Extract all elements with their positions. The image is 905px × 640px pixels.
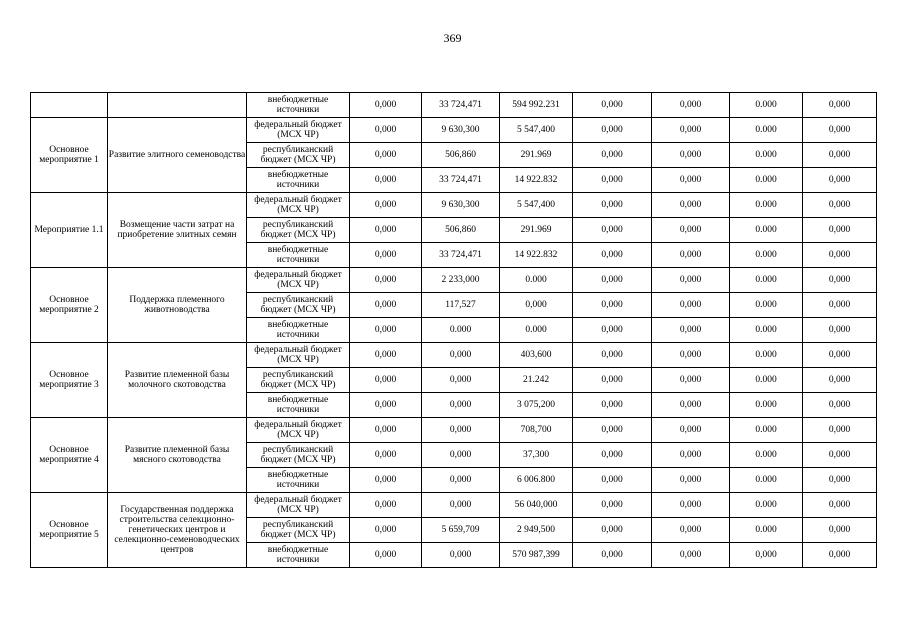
amount-cell: 0,000	[803, 468, 877, 493]
amount-cell: 0,000	[573, 193, 652, 218]
funding-source-cell: республиканский бюджет (МСХ ЧР)	[247, 518, 350, 543]
amount-cell: 0,000	[652, 418, 730, 443]
amount-cell: 594 992.231	[500, 93, 573, 118]
amount-cell: 0.000	[730, 393, 803, 418]
amount-cell: 0,000	[652, 543, 730, 568]
amount-cell: 0.000	[500, 268, 573, 293]
amount-cell: 0,000	[803, 518, 877, 543]
amount-cell: 2 949,500	[500, 518, 573, 543]
amount-cell: 0,000	[803, 493, 877, 518]
amount-cell: 0,000	[803, 143, 877, 168]
amount-cell: 0,000	[573, 268, 652, 293]
table-row	[31, 93, 877, 118]
amount-cell: 0,000	[422, 493, 500, 518]
table-row	[31, 418, 877, 443]
amount-cell: 0,000	[573, 418, 652, 443]
amount-cell: 5 547,400	[500, 193, 573, 218]
funding-source-cell: республиканский бюджет (МСХ ЧР)	[247, 293, 350, 318]
funding-source-cell: федеральный бюджет (МСХ ЧР)	[247, 118, 350, 143]
amount-cell: 0,000	[652, 243, 730, 268]
amount-cell: 0.000	[730, 418, 803, 443]
amount-cell: 506,860	[422, 218, 500, 243]
amount-cell: 0.000	[730, 443, 803, 468]
amount-cell: 0,000	[573, 543, 652, 568]
amount-cell: 0,000	[803, 343, 877, 368]
amount-cell: 56 040,000	[500, 493, 573, 518]
funding-source-cell: внебюджетные источники	[247, 243, 350, 268]
amount-cell: 0.000	[730, 518, 803, 543]
amount-cell: 0,000	[350, 393, 422, 418]
funding-source-cell: внебюджетные источники	[247, 393, 350, 418]
funding-source-cell: федеральный бюджет (МСХ ЧР)	[247, 193, 350, 218]
amount-cell: 0,000	[573, 118, 652, 143]
amount-cell: 0,000	[652, 218, 730, 243]
amount-cell: 9 630,300	[422, 193, 500, 218]
amount-cell: 0,000	[422, 393, 500, 418]
amount-cell: 0.000	[730, 193, 803, 218]
amount-cell: 14 922.832	[500, 243, 573, 268]
amount-cell: 0,000	[652, 368, 730, 393]
funding-source-cell: внебюджетные источники	[247, 318, 350, 343]
amount-cell: 0,000	[350, 468, 422, 493]
amount-cell: 0,000	[350, 418, 422, 443]
event-cell: Основное мероприятие 1	[31, 118, 108, 193]
amount-cell: 0.000	[730, 243, 803, 268]
amount-cell: 0.000	[730, 93, 803, 118]
funding-source-cell: федеральный бюджет (МСХ ЧР)	[247, 268, 350, 293]
table-row	[31, 118, 877, 143]
amount-cell: 0,000	[803, 118, 877, 143]
amount-cell: 0,000	[803, 218, 877, 243]
amount-cell: 0,000	[350, 193, 422, 218]
funding-source-cell: федеральный бюджет (МСХ ЧР)	[247, 418, 350, 443]
page-number: 369	[443, 31, 462, 45]
amount-cell: 0,000	[422, 443, 500, 468]
amount-cell: 0,000	[652, 518, 730, 543]
amount-cell: 0,000	[652, 443, 730, 468]
amount-cell: 3 075,200	[500, 393, 573, 418]
funding-source-cell: республиканский бюджет (МСХ ЧР)	[247, 368, 350, 393]
amount-cell: 0,000	[350, 168, 422, 193]
event-name-cell: Развитие элитного семеноводства	[108, 118, 247, 193]
amount-cell: 403,600	[500, 343, 573, 368]
amount-cell: 0,000	[803, 418, 877, 443]
amount-cell: 0,000	[573, 243, 652, 268]
amount-cell: 0,000	[350, 318, 422, 343]
amount-cell: 0,000	[573, 443, 652, 468]
amount-cell: 291.969	[500, 143, 573, 168]
amount-cell: 0,000	[350, 268, 422, 293]
amount-cell: 0,000	[652, 268, 730, 293]
amount-cell: 0,000	[500, 293, 573, 318]
funding-source-cell: внебюджетные источники	[247, 543, 350, 568]
table-row	[31, 268, 877, 293]
amount-cell: 5 547,400	[500, 118, 573, 143]
table-row	[31, 493, 877, 518]
amount-cell: 0.000	[730, 168, 803, 193]
amount-cell: 0,000	[803, 293, 877, 318]
amount-cell: 0,000	[730, 543, 803, 568]
funding-source-cell: республиканский бюджет (МСХ ЧР)	[247, 218, 350, 243]
amount-cell: 506,860	[422, 143, 500, 168]
amount-cell: 0,000	[652, 318, 730, 343]
amount-cell: 33 724,471	[422, 168, 500, 193]
amount-cell: 0,000	[652, 343, 730, 368]
amount-cell: 0,000	[803, 268, 877, 293]
event-cell: Основное мероприятие 4	[31, 418, 108, 493]
amount-cell: 570 987,399	[500, 543, 573, 568]
amount-cell: 0,000	[573, 343, 652, 368]
amount-cell: 0,000	[350, 218, 422, 243]
amount-cell: 0,000	[350, 518, 422, 543]
event-name-cell: Государственная поддержка строительства селекционно-генетических центров и селекционно-семеноводческих центров	[108, 493, 247, 568]
amount-cell: 0.000	[730, 318, 803, 343]
amount-cell: 14 922.832	[500, 168, 573, 193]
event-cell: Мероприятие 1.1	[31, 193, 108, 268]
amount-cell: 0,000	[422, 543, 500, 568]
amount-cell: 0,000	[803, 93, 877, 118]
amount-cell: 0,000	[803, 368, 877, 393]
amount-cell: 0,000	[422, 368, 500, 393]
budget-table	[30, 92, 877, 568]
amount-cell: 0,000	[350, 118, 422, 143]
amount-cell: 0,000	[573, 318, 652, 343]
amount-cell: 37,300	[500, 443, 573, 468]
funding-source-cell: внебюджетные источники	[247, 168, 350, 193]
amount-cell: 0,000	[573, 518, 652, 543]
amount-cell: 0,000	[350, 368, 422, 393]
funding-source-cell: федеральный бюджет (МСХ ЧР)	[247, 343, 350, 368]
amount-cell: 0,000	[803, 243, 877, 268]
amount-cell: 0,000	[652, 168, 730, 193]
amount-cell: 117,527	[422, 293, 500, 318]
amount-cell: 0,000	[652, 193, 730, 218]
amount-cell: 0.000	[730, 218, 803, 243]
amount-cell: 0,000	[350, 493, 422, 518]
amount-cell: 0,000	[573, 393, 652, 418]
event-cell: Основное мероприятие 2	[31, 268, 108, 343]
amount-cell: 0.000	[500, 318, 573, 343]
amount-cell: 21.242	[500, 368, 573, 393]
event-name-cell: Развитие племенной базы мясного скотоводства	[108, 418, 247, 493]
amount-cell: 708,700	[500, 418, 573, 443]
amount-cell: 0.000	[730, 493, 803, 518]
amount-cell: 33 724,471	[422, 243, 500, 268]
amount-cell: 0,000	[350, 93, 422, 118]
amount-cell: 0,000	[652, 143, 730, 168]
amount-cell: 0.000	[730, 143, 803, 168]
amount-cell: 0,000	[573, 93, 652, 118]
event-cell: Основное мероприятие 3	[31, 343, 108, 418]
amount-cell: 0.000	[730, 468, 803, 493]
amount-cell: 0,000	[652, 118, 730, 143]
amount-cell: 0,000	[803, 168, 877, 193]
amount-cell: 0.000	[730, 293, 803, 318]
amount-cell: 0,000	[573, 493, 652, 518]
amount-cell: 0,000	[803, 443, 877, 468]
event-name-cell: Развитие племенной базы молочного скотоводства	[108, 343, 247, 418]
amount-cell: 0.000	[730, 343, 803, 368]
amount-cell: 0,000	[350, 243, 422, 268]
amount-cell: 0,000	[422, 418, 500, 443]
amount-cell: 0.000	[730, 268, 803, 293]
amount-cell: 0,000	[652, 493, 730, 518]
amount-cell: 0,000	[652, 393, 730, 418]
amount-cell: 0,000	[350, 343, 422, 368]
table-row	[31, 193, 877, 218]
funding-source-cell: внебюджетные источники	[247, 468, 350, 493]
amount-cell: 0,000	[350, 543, 422, 568]
amount-cell: 0,000	[422, 468, 500, 493]
amount-cell: 0,000	[803, 393, 877, 418]
amount-cell: 291.969	[500, 218, 573, 243]
amount-cell: 2 233,000	[422, 268, 500, 293]
amount-cell: 0,000	[652, 293, 730, 318]
event-cell	[31, 93, 108, 118]
funding-source-cell: республиканский бюджет (МСХ ЧР)	[247, 443, 350, 468]
event-name-cell: Возмещение части затрат на приобретение элитных семян	[108, 193, 247, 268]
event-cell: Основное мероприятие 5	[31, 493, 108, 568]
amount-cell: 0,000	[573, 143, 652, 168]
amount-cell: 0,000	[350, 293, 422, 318]
amount-cell: 0,000	[652, 468, 730, 493]
amount-cell: 0.000	[730, 368, 803, 393]
funding-source-cell: внебюджетные источники	[247, 93, 350, 118]
amount-cell: 0,000	[573, 168, 652, 193]
amount-cell: 6 006.800	[500, 468, 573, 493]
event-name-cell: Поддержка племенного животноводства	[108, 268, 247, 343]
amount-cell: 0,000	[350, 443, 422, 468]
amount-cell: 5 659,709	[422, 518, 500, 543]
funding-source-cell: федеральный бюджет (МСХ ЧР)	[247, 493, 350, 518]
amount-cell: 0,000	[652, 93, 730, 118]
budget-table-body	[31, 93, 877, 568]
amount-cell: 0,000	[573, 293, 652, 318]
amount-cell: 33 724,471	[422, 93, 500, 118]
event-name-cell	[108, 93, 247, 118]
amount-cell: 9 630,300	[422, 118, 500, 143]
amount-cell: 0,000	[803, 318, 877, 343]
amount-cell: 0,000	[803, 193, 877, 218]
table-row	[31, 343, 877, 368]
amount-cell: 0,000	[573, 368, 652, 393]
amount-cell: 0.000	[422, 318, 500, 343]
amount-cell: 0,000	[573, 468, 652, 493]
amount-cell: 0.000	[730, 118, 803, 143]
amount-cell: 0,000	[803, 543, 877, 568]
amount-cell: 0,000	[422, 343, 500, 368]
funding-source-cell: республиканский бюджет (МСХ ЧР)	[247, 143, 350, 168]
amount-cell: 0,000	[573, 218, 652, 243]
amount-cell: 0,000	[350, 143, 422, 168]
